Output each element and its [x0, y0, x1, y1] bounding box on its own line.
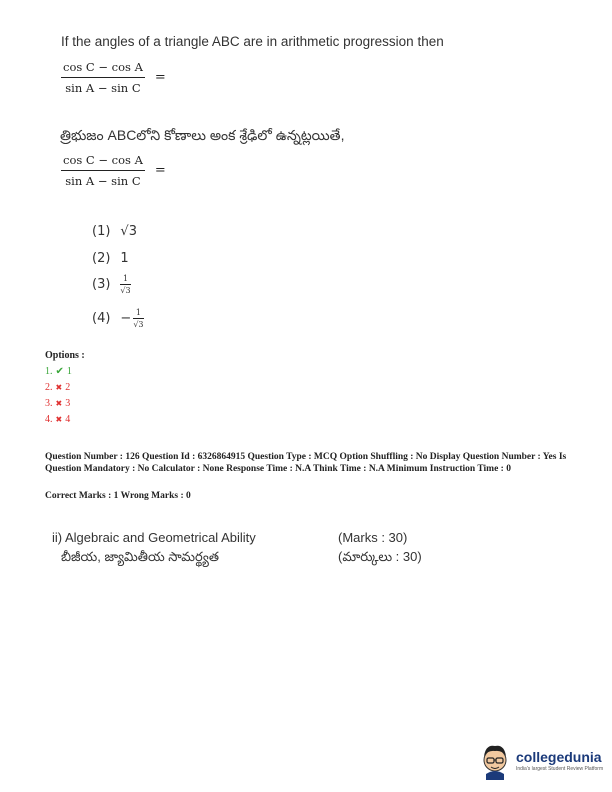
- option-label: (4): [92, 311, 111, 326]
- option-result-value: 1: [66, 366, 72, 377]
- question-english: If the angles of a triangle ABC are in arithmetic progression then: [61, 34, 444, 49]
- fraction-numerator: 1: [122, 274, 129, 283]
- option-fraction: [133, 308, 143, 329]
- option-label: (1): [92, 224, 111, 239]
- option-value: 1: [120, 251, 129, 266]
- option-result-value: 2: [65, 382, 71, 393]
- collegedunia-logo: [478, 740, 603, 780]
- fraction-numerator: cos C − cos A: [63, 153, 143, 167]
- option-result-2: [45, 382, 70, 393]
- option-result-value: 4: [65, 414, 71, 425]
- fraction: [61, 153, 145, 188]
- equals-sign: =: [154, 163, 166, 178]
- answer-option-3: [92, 274, 131, 295]
- option-result-1: [45, 366, 72, 377]
- fraction: [61, 60, 145, 95]
- option-result-3: [45, 398, 70, 409]
- section-marks-english: (Marks : 30): [338, 530, 408, 545]
- option-fraction: [120, 274, 130, 295]
- option-value: √3: [120, 224, 137, 239]
- option-sign: −: [120, 311, 132, 326]
- option-number: 4.: [45, 414, 53, 425]
- fraction-denominator: √3: [133, 320, 144, 329]
- answer-option-4: [92, 308, 144, 329]
- option-label: (3): [92, 277, 111, 292]
- logo-tagline: India's largest Student Review Platform: [516, 765, 604, 772]
- equals-sign: =: [154, 70, 166, 85]
- option-number: 3.: [45, 398, 53, 409]
- option-result-4: [45, 414, 70, 425]
- option-result-value: 3: [65, 398, 71, 409]
- option-label: (2): [92, 251, 111, 266]
- fraction-denominator: sin A − sin C: [65, 81, 141, 95]
- section-title-english: ii) Algebraic and Geometrical Ability: [52, 530, 256, 545]
- marks-info: Correct Marks : 1 Wrong Marks : 0: [45, 491, 191, 501]
- section-marks-telugu: (మార్కులు : 30): [338, 549, 422, 564]
- cross-icon: ✖: [55, 399, 63, 408]
- question-expression-2: [61, 153, 166, 188]
- check-icon: ✔: [55, 366, 64, 377]
- section-title-telugu: బీజీయ, జ్యామితీయ సామర్థ్యత: [61, 549, 219, 564]
- mascot-icon: [478, 740, 512, 780]
- question-expression-1: [61, 60, 166, 95]
- question-telugu: త్రిభుజం ABCలోని కోణాలు అంక శ్రేఢిలో ఉన్నట్లయితే,: [60, 127, 345, 143]
- fraction-denominator: √3: [120, 286, 131, 295]
- cross-icon: ✖: [55, 383, 63, 392]
- logo-name: collegedunia: [516, 748, 602, 765]
- fraction-denominator: sin A − sin C: [65, 174, 141, 188]
- fraction-numerator: 1: [135, 308, 141, 317]
- answer-option-1: [92, 224, 137, 239]
- options-heading: Options :: [45, 350, 85, 361]
- fraction-numerator: cos C − cos A: [63, 60, 143, 74]
- answer-option-2: [92, 251, 129, 266]
- cross-icon: ✖: [55, 415, 63, 424]
- option-number: 1.: [45, 366, 53, 377]
- question-meta: Question Number : 126 Question Id : 6326864915 Question Type : MCQ Option Shuffling : No Display Question Number : Yes Is Question Mandatory : No Calculator : None Response Time : N.A Think Time : N.A Minimum Instruction Time : 0: [45, 452, 567, 474]
- option-number: 2.: [45, 382, 53, 393]
